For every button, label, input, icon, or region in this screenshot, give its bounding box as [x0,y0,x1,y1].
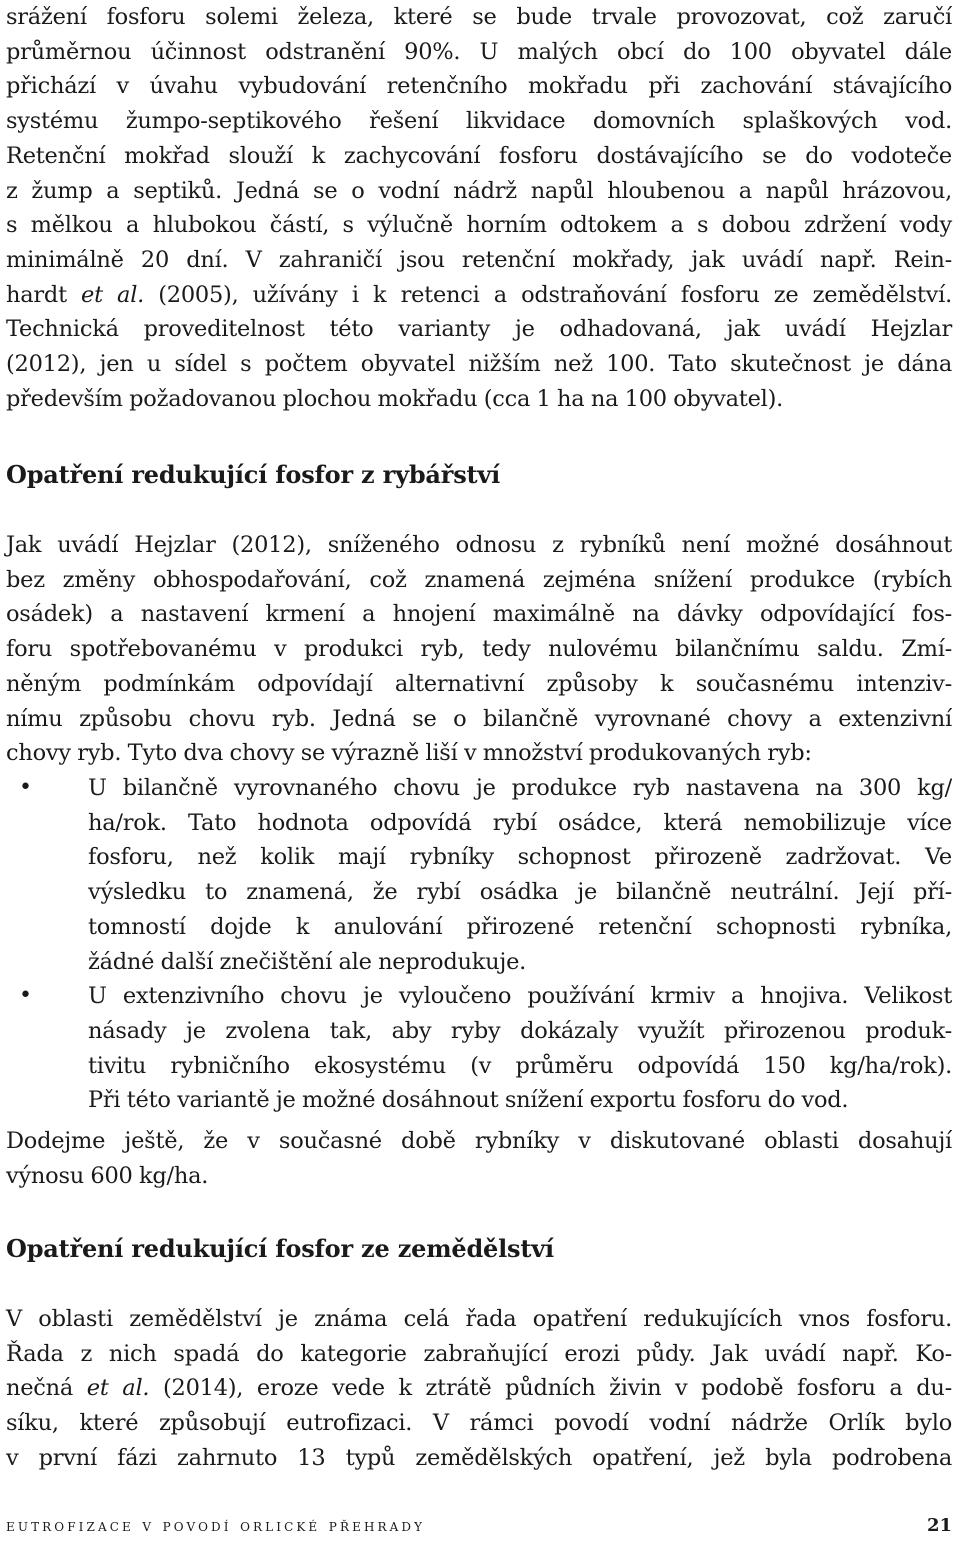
text-line: U extenzivního chovu je vyloučeno používání krmiv a hnojiva. Velikost [88,983,952,1010]
text-line: nímu způsobu chovu ryb. Jedná se o bilančně vyrovnané chovy a extenzivní [6,705,952,732]
text-line: přichází v úvahu vybudování retenčního mokřadu při zachování stávajícího [6,73,952,100]
text-fragment: hardt [6,281,67,308]
paragraph-retention-wetland [6,0,952,416]
paragraph-fishery [6,528,952,771]
paragraph-current-yield [6,1124,952,1193]
page-number: 21 [926,1515,952,1536]
text-line: srážení fosforu solemi železa, které se bude trvale provozovat, což zaručí [6,4,952,30]
text-line: tivitu rybničního ekosystému (v průměru odpovídá 150 kg/ha/rok). [88,1052,952,1079]
text-line: průměrnou účinnost odstranění 90%. U malých obcí do 100 obyvatel dále [6,38,952,65]
list-item [6,979,952,1118]
text-line: Retenční mokřad slouží k zachycování fosforu dostávajícího se do vodoteče [6,142,952,169]
text-line: fosforu, než kolik mají rybníky schopnost přirozeně zadržovat. Ve [88,844,952,871]
text-line: osádek) a nastavení krmení a hnojení maximálně na dávky odpovídající fos- [6,601,952,628]
text-fragment: (2014), eroze vede k ztrátě půdních živin v podobě fosforu a du- [149,1375,952,1402]
section-heading-fishery: Opatření redukující fosfor z rybářství [6,460,501,489]
text-line: ha/rok. Tato hodnota odpovídá rybí osádce, která nemobilizuje více [88,809,952,836]
text-line: s mělkou a hlubokou částí, s výlučně horním odtokem a s dobou zdržení vody [6,212,952,239]
italic-citation: et al. [86,1375,150,1402]
text-line: foru spotřebovanému v produkci ryb, tedy nulovému bilančnímu saldu. Zmí- [6,636,952,663]
text-fragment: (2005), užívány i k retenci a odstraňování fosforu ze zemědělství. [144,281,952,308]
text-line: bez změny obhospodařování, což znamená zejména snížení produkce (rybích [6,566,952,593]
text-line: výnosu 600 kg/ha. [6,1162,209,1189]
text-line: minimálně 20 dní. V zahraničí jsou retenční mokřady, jak uvádí např. Rein- [6,246,952,273]
text-line: Technická proveditelnost této varianty je odhadovaná, jak uvádí Hejzlar [6,316,952,343]
text-line: chovy ryb. Tyto dva chovy se výrazně liší v množství produkovaných ryb: [6,740,812,767]
section-heading-agriculture: Opatření redukující fosfor ze zemědělství [6,1234,554,1263]
page-footer [6,1513,952,1539]
text-line: něným podmínkám odpovídají alternativní způsoby k současnému intenziv- [6,670,952,697]
text-line [6,278,952,313]
text-fragment: nečná [6,1375,74,1402]
text-line: především požadovanou plochou mokřadu (cca 1 ha na 100 obyvatel). [6,385,784,412]
text-line [6,1371,952,1406]
bullet-marker: • [19,775,32,800]
text-line: Dodejme ještě, že v současné době rybníky v diskutované oblasti dosahují [6,1128,952,1154]
text-line: systému žumpo-septikového řešení likvidace domovních splaškových vod. [6,108,952,135]
italic-citation: et al. [81,281,145,308]
bullet-marker: • [19,983,32,1009]
text-line: síku, které způsobují eutrofizaci. V rámci povodí vodní nádrže Orlík bylo [6,1410,952,1437]
text-line: V oblasti zemědělství je známa celá řada opatření redukujících vnos fosforu. [6,1306,952,1332]
text-line: (2012), jen u sídel s počtem obyvatel nižším než 100. Tato skutečnost je dána [6,351,952,378]
text-line: Řada z nich spadá do kategorie zabraňující erozi půdy. Jak uvádí např. Ko- [6,1340,952,1367]
running-footer-title: eutrofizace v povodí orlické přehrady [6,1516,426,1536]
text-line: v první fázi zahrnuto 13 typů zemědělských opatření, jež byla podrobena [6,1444,952,1471]
list-item [6,771,952,979]
text-line: Při této variantě je možné dosáhnout snížení exportu fosforu do vod. [88,1087,849,1114]
bullet-list-fish-farming [6,771,952,1118]
text-line: z žump a septiků. Jedná se o vodní nádrž napůl hloubenou a napůl hrázovou, [6,177,952,204]
text-line: žádné další znečištění ale neprodukuje. [88,948,527,975]
text-line: násady je zvolena tak, aby ryby dokázaly využít přirozenou produk- [88,1017,952,1044]
text-line: výsledku to znamená, že rybí osádka je bilančně neutrální. Její pří- [88,879,952,906]
text-line: Jak uvádí Hejzlar (2012), sníženého odnosu z rybníků není možné dosáhnout [6,532,952,558]
paragraph-agriculture [6,1302,952,1476]
text-line: tomností dojde k anulování přirozené retenční schopnosti rybníka, [88,913,952,940]
text-line: U bilančně vyrovnaného chovu je produkce ryb nastavena na 300 kg/ [88,775,952,801]
